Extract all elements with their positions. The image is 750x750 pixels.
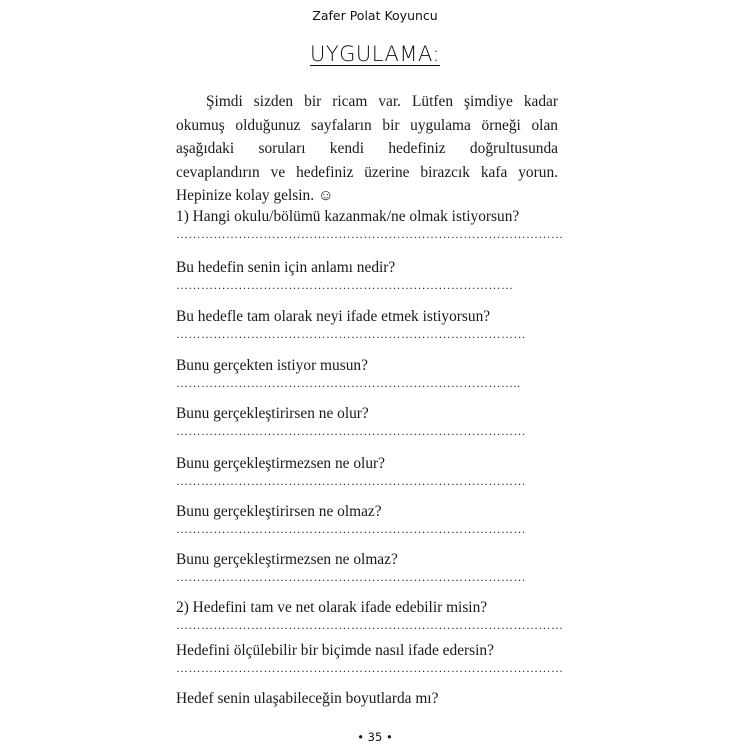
question-text: Hedefini ölçülebilir bir biçimde nasıl ifade edersin?	[176, 642, 494, 659]
answer-dotted-line[interactable]: …………………………………………………………………………	[176, 570, 526, 584]
question-text: 1) Hangi okulu/bölümü kazanmak/ne olmak istiyorsun?	[176, 208, 520, 225]
question-text: Bunu gerçekleştirirsen ne olmaz?	[176, 503, 382, 520]
question-block	[176, 307, 576, 341]
question-text: Bunu gerçekten istiyor musun?	[176, 357, 368, 374]
answer-dotted-line[interactable]: …………………………………………………………………………	[176, 474, 526, 488]
section-title	[0, 42, 750, 66]
question-block	[176, 258, 576, 292]
intro-paragraph: Şimdi sizden bir ricam var. Lütfen şimdiye kadar okumuş olduğunuz sayfaların bir uygulama örneği olan aşağıdaki soruları kendi hedefiniz doğrultusunda cevaplandırın ve hedefiniz üzerine birazcık kafa yorun. Hepinize kolay gelsin. ☺	[176, 93, 558, 204]
answer-dotted-line[interactable]: …………………………………………………………………………………	[176, 227, 564, 241]
page-number: • 35 •	[357, 730, 393, 744]
answer-dotted-line[interactable]: ………………………………………………………………………..	[176, 376, 521, 390]
answer-dotted-line[interactable]: …………………………………………………………………………………	[176, 618, 564, 632]
question-block	[176, 404, 576, 438]
question-text: Bu hedefle tam olarak neyi ifade etmek istiyorsun?	[176, 308, 491, 325]
question-block	[176, 550, 576, 584]
question-text: Bu hedefin senin için anlamı nedir?	[176, 259, 396, 276]
section-title-text: UYGULAMA:	[309, 42, 441, 66]
question-text: Bunu gerçekleştirmezsen ne olur?	[176, 455, 385, 472]
question-block	[176, 689, 576, 709]
answer-dotted-line[interactable]: …………………………………………………………………………	[176, 327, 526, 341]
question-text: Bunu gerçekleştirirsen ne olur?	[176, 405, 369, 422]
question-text: Bunu gerçekleştirmezsen ne olmaz?	[176, 551, 398, 568]
answer-dotted-line[interactable]: ………………………………………………………………………	[176, 278, 514, 292]
question-block	[176, 598, 576, 632]
question-block	[176, 641, 576, 675]
question-text: 2) Hedefini tam ve net olarak ifade edebilir misin?	[176, 599, 488, 616]
answer-dotted-line[interactable]: …………………………………………………………………………	[176, 522, 526, 536]
answer-dotted-line[interactable]: …………………………………………………………………………	[176, 424, 526, 438]
question-block	[176, 454, 576, 488]
question-block	[176, 356, 576, 390]
question-block	[176, 502, 576, 536]
question-text: Hedef senin ulaşabileceğin boyutlarda mı?	[176, 690, 439, 707]
answer-dotted-line[interactable]: …………………………………………………………………………………	[176, 661, 564, 675]
question-block	[176, 207, 576, 241]
running-header-author: Zafer Polat Koyuncu	[312, 8, 438, 23]
